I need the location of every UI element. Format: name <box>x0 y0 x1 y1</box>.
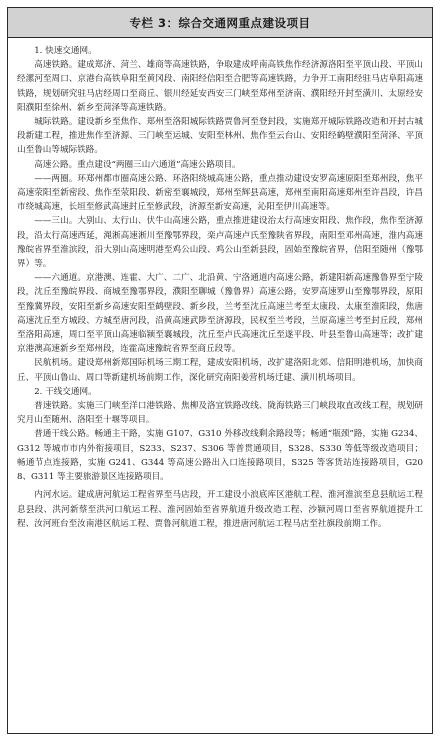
paragraph-inland-waterway: 内河水运。建成唐河航运工程省界至马店段，开工建设小浪底库区港航工程、淮河淮滨至息县航运工程息县段、洪河新蔡至洪河口航运工程、淮河固始至省界航道升级改造工程、沙颍河周口至省界航道提升工程、汝河班台至汝南港区航运工程、贾鲁河航道工程，推进唐河航运工程马店至社旗段前期工作。 <box>17 490 423 529</box>
paragraph-intercity-rail: 城际铁路。建设新乡至焦作、郑州至洛阳城际铁路贾鲁河至登封段，实施郑开城际铁路改造和开封古城段新建工程，推进焦作至济源、三门峡至运城、安阳至林州、焦作至云台山、安阳经鹤壁濮阳至菏泽、平顶山至鲁山等城际铁路。 <box>17 117 423 156</box>
paragraph-two-rings: ——两圈。环郑州都市圈高速公路、环洛阳绕城高速公路，重点推动建设安罗高速原阳至郑州段，焦平高速荥阳至新密段、焦作至荥阳段、新密至襄城段，郑州至辉县高速，郑州至南阳高速郑州至许昌段，许昌市绕城高速，长垣至修武高速封丘至修武段，济源至新安高速，沁阳至伊川高速等。 <box>17 173 423 213</box>
paragraph-conventional-rail: 普速铁路。实施三门峡至洋口港铁路、焦柳及洛宜铁路改线、陇海铁路三门峡段取直改线工程，规划研究月山至随州、洛阳至十堰等项目。 <box>17 401 423 426</box>
paragraph-expressway: 高速公路。重点建设“两圈三山六通道”高速公路项目。 <box>34 159 241 170</box>
column-title: 专栏 3：综合交通网重点建设项目 <box>8 8 432 38</box>
paragraph-three-mountains: ——三山。大别山、太行山、伏牛山高速公路，重点推进建设治太行高速安阳段、焦作段，焦作至济源段，沿太行高速西延，渑淅高速淅川至豫鄂界段，栾卢高速卢氏至豫陕省界段，南阳至邓州高速，淮内高速豫皖省界至淮滨段，沿大别山高速明港至鸡公山段、鸡公山至新县段，固始至豫皖省界，信阳至随州（豫鄂界）等。 <box>17 216 423 270</box>
paragraph-civil-airports: 民航机场。建设郑州新郑国际机场三期工程，建成安阳机场，改扩建洛阳北郊、信阳明港机场，加快商丘、平顶山鲁山、周口等新建机场前期工作，深化研究南阳姜营机场迁建、潢川机场项目。 <box>17 358 423 383</box>
paragraph-high-speed-rail: 高速铁路。建成郑济、菏兰、雄商等高速铁路，争取建成呼南高铁焦作经济源洛阳至平顶山段、平顶山经漯河至周口、京港台高铁阜阳至黄冈段、南阳经信阳至合肥等高速铁路，力争开工南阳经驻马店阜阳高速铁路，规划研究驻马店经周口至商丘、银川经延安西安三门峡至郑州至济南、濮阳经开封至潢川、太原经安阳濮阳至徐州、新乡至菏泽等高速铁路。 <box>17 60 423 113</box>
column-box <box>7 7 433 734</box>
section-heading-fast-network: 1. 快速交通网。 <box>34 46 97 56</box>
section-heading-trunk-network: 2. 干线交通网。 <box>34 386 97 397</box>
paragraph-six-corridors: ——六通道。京港澳、连霍、大广、二广、北沿黄、宁洛通道内高速公路，新建阳新高速豫鲁界至宁陵段，沈丘至豫皖界段、商城至豫鄂界段，濮阳至聊城（豫鲁界）高速公路，安罗高速罗山至豫鄂界段，原阳至豫冀界段，安阳至新乡高速安阳至鹤壁段、新乡段，兰考至沈丘高速兰考至太康段、太康至淮阳段，焦唐高速沈丘至方城段、方城至唐河段，沿黄高速武陟至济源段，民权至兰考段，兰原高速兰考至封丘段，郑州至洛阳高速，周口至平顶山高速临颍至襄城段，沈丘至卢氏高速沈丘至遂平段、叶县至鲁山高速等；改扩建京港澳高速新乡至郑州段，连霍高速豫皖省界至商丘段等。 <box>17 273 423 355</box>
paragraph-trunk-highway: 普通干线公路。畅通主干路，实施 G107、G310 外移改线剩余路段等；畅通“瓶颈”路，实施 G234、G312 等城市市内外衔接项目，S233、S237、S306 等普贯通项目，S328、S330 等低等级改造项目；畅通节点连接路，实施 G241、G344 等高速公路出入口连接路项目，S325 等客货站连接路项目，G208、G311 等主要旅游景区连接路项目。 <box>17 429 423 483</box>
column-content <box>8 38 432 531</box>
